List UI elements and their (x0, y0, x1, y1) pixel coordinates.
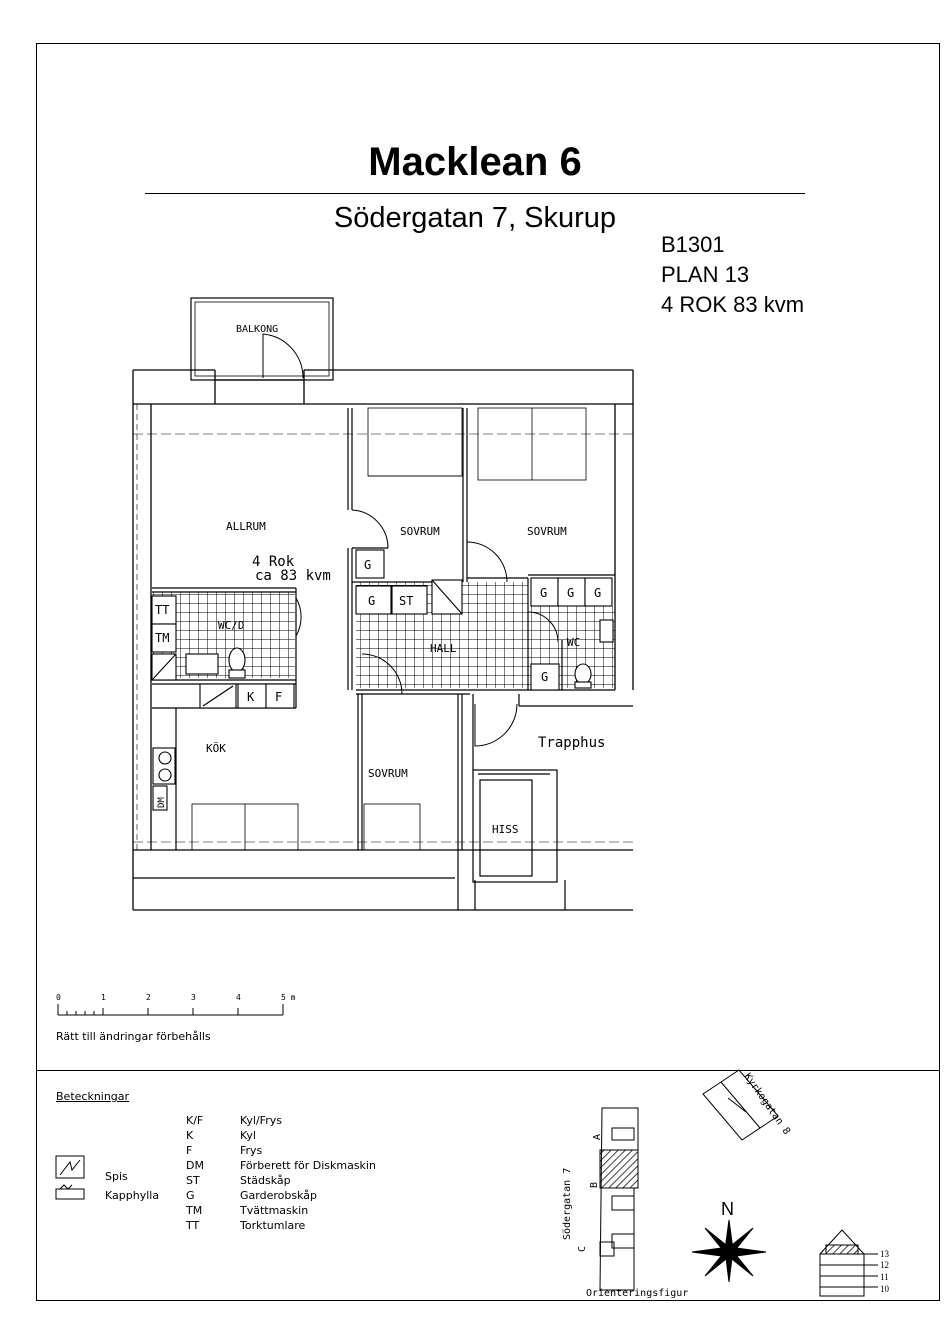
legend-symbol-coat-rack: Kapphylla (105, 1189, 160, 1202)
street-main: Södergatan 7 (562, 1167, 573, 1240)
floor-number: PLAN 13 (661, 262, 750, 287)
fixture-g-3: G (540, 586, 548, 600)
label-living: ALLRUM (226, 520, 266, 533)
scale-tick-2: 2 (146, 993, 151, 1002)
legend-title: Beteckningar (56, 1090, 130, 1103)
fixture-g-2: G (368, 594, 376, 608)
compass-rose-icon (692, 1220, 766, 1282)
page-title: Macklean 6 (368, 140, 582, 184)
legend-code: K/F (186, 1114, 204, 1127)
north-label: N (721, 1199, 734, 1219)
floor-13: 13 (880, 1249, 889, 1259)
legend-code: K (186, 1129, 194, 1142)
scale-tick-5: 5 m (281, 993, 296, 1002)
balcony (191, 298, 333, 380)
label-summary-1: 4 Rok (252, 554, 295, 570)
orientation-caption: Orienteringsfigur (586, 1288, 689, 1299)
entrance-c: C (577, 1245, 588, 1252)
legend-desc: Städskåp (240, 1174, 291, 1187)
scale-tick-1: 1 (101, 993, 106, 1002)
label-bedroom-3: SOVRUM (368, 767, 408, 780)
label-bedroom-2: SOVRUM (527, 525, 567, 538)
legend-desc: Kyl (240, 1129, 256, 1142)
label-balcony: BALKONG (236, 324, 279, 335)
legend-desc: Frys (240, 1144, 263, 1157)
label-bedroom-1: SOVRUM (400, 525, 440, 538)
label-kitchen: KÖK (206, 742, 226, 755)
address: Södergatan 7, Skurup (333, 202, 617, 234)
scale-labels (56, 993, 296, 1002)
fixture-tm: TM (155, 631, 170, 645)
apartment-size: 4 ROK 83 kvm (661, 292, 805, 317)
fixture-f: F (275, 690, 283, 704)
legend-code: ST (186, 1174, 200, 1187)
scale-tick-4: 4 (236, 993, 241, 1002)
label-wc-shower: WC/D (218, 619, 245, 632)
legend-desc: Förberett för Diskmaskin (240, 1159, 376, 1172)
legend-code: TT (186, 1219, 200, 1232)
fixture-dm: DM (157, 797, 167, 808)
legend-code: TM (186, 1204, 203, 1217)
legend-code: G (186, 1189, 195, 1202)
legend-desc: Tvättmaskin (240, 1204, 309, 1217)
coat-rack-symbol-icon (56, 1185, 84, 1199)
label-wc: WC (567, 636, 581, 649)
disclaimer: Rätt till ändringar förbehålls (56, 1030, 211, 1043)
apartment-id: B1301 (661, 232, 725, 257)
legend-code: F (186, 1144, 193, 1157)
legend-code: DM (186, 1159, 204, 1172)
fixture-g-5: G (594, 586, 602, 600)
street-side: Kyrkogatan 8 (741, 1071, 792, 1137)
site-plan (600, 1070, 778, 1290)
scale-tick-3: 3 (191, 993, 196, 1002)
fixture-st: ST (399, 594, 414, 608)
fixture-tt: TT (155, 603, 170, 617)
legend-symbol-stove: Spis (105, 1170, 128, 1183)
label-hall: HALL (430, 642, 457, 655)
entrance-b: B (589, 1181, 600, 1188)
floor-11: 11 (880, 1272, 889, 1282)
label-stairwell: Trapphus (538, 735, 606, 751)
scale-tick-0: 0 (56, 993, 61, 1002)
stove-symbol-icon (56, 1156, 84, 1178)
label-elevator: HISS (492, 823, 519, 836)
fixture-k: K (247, 690, 255, 704)
legend-desc: Garderobskåp (240, 1189, 317, 1202)
fixture-g-1: G (364, 558, 372, 572)
floor-10: 10 (880, 1284, 889, 1294)
legend-desc: Kyl/Frys (240, 1114, 282, 1127)
floor-12: 12 (880, 1260, 889, 1270)
building-section (820, 1230, 878, 1296)
scale-bar (58, 1004, 283, 1015)
fixture-g-6: G (541, 670, 549, 684)
entrance-a: A (592, 1133, 603, 1140)
legend-desc: Torktumlare (240, 1219, 306, 1232)
label-summary-2: ca 83 kvm (255, 568, 331, 584)
fixture-g-4: G (567, 586, 575, 600)
